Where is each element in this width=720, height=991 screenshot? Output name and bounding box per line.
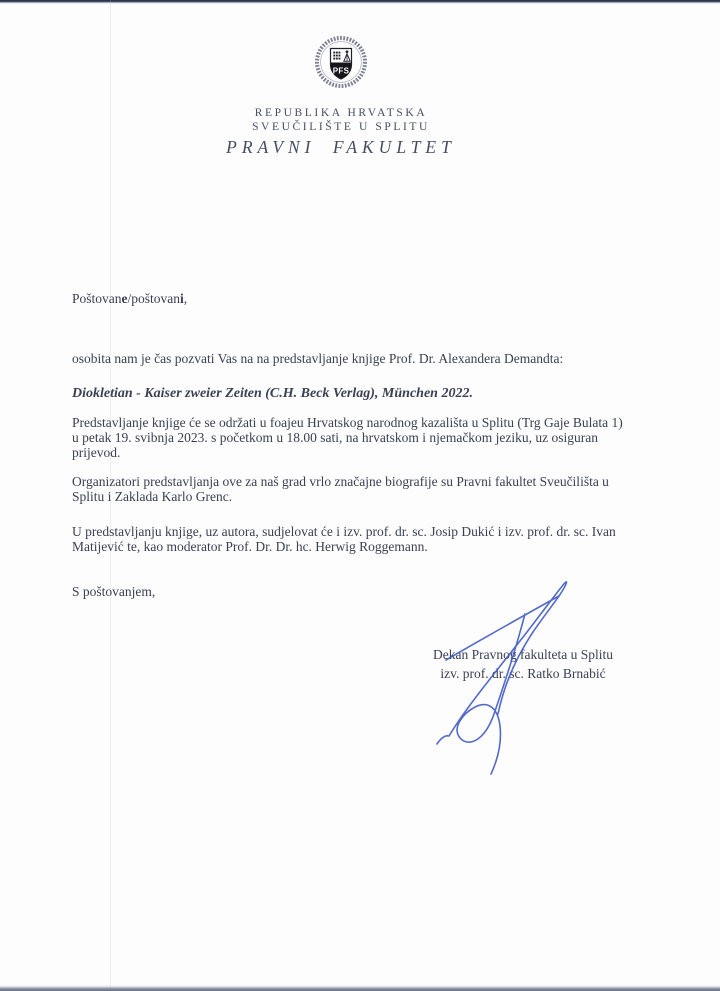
faculty-seal-icon <box>312 33 370 91</box>
salutation-bold-i: i <box>180 290 184 306</box>
seal-building-glyph <box>333 52 340 60</box>
letterhead <box>0 107 682 158</box>
venue-paragraph: Predstavljanje knjige će se održati u foajeu Hrvatskog narodnog kazališta u Splitu (Trg Gaje Bulata 1) u petak 19. svibnja 2023. s početkom u 18.00 sati, na hrvatskom i njemačkom jeziku, uz osiguran prijevod. <box>72 414 630 460</box>
signatory-name: izv. prof. dr. sc. Ratko Brnabić <box>440 665 606 681</box>
closing-salutation: S poštovanjem, <box>72 583 156 599</box>
letterhead-university: SVEUČILIŠTE U SPLITU <box>252 120 430 133</box>
seal-monogram: PFS <box>332 66 350 76</box>
scan-bottom-edge-shadow <box>0 985 720 991</box>
intro-paragraph: osobita nam je čas pozvati Vas na na predstavljanje knjige Prof. Dr. Alexandera Demandta: <box>72 350 564 366</box>
salutation: Poštovane/poštovani, <box>72 290 188 306</box>
scan-top-edge-shadow <box>0 0 720 4</box>
signatory-title: Dekan Pravnog fakulteta u Splitu <box>433 647 613 662</box>
participants-paragraph: U predstavljanju knjige, uz autora, sudjelovat će i izv. prof. dr. sc. Josip Dukić i izv. prof. dr. sc. Ivan Matijević te, kao moderator Prof. Dr. Dr. hc. Herwig Roggemann. <box>72 523 620 554</box>
organizers-paragraph: Organizatori predstavljanja ove za naš grad vrlo značajne biografije su Pravni fakultet Sveučilišta u Splitu i Zaklada Karlo Grenc. <box>72 473 613 504</box>
letterhead-faculty: PRAVNI FAKULTET <box>226 137 456 157</box>
letterhead-country: REPUBLIKA HRVATSKA <box>254 107 428 119</box>
salutation-bold-e: e <box>121 290 128 306</box>
handwritten-signature <box>415 568 615 780</box>
book-title: Diokletian - Kaiser zweier Zeiten (C.H. Beck Verlag), München 2022. <box>72 386 473 401</box>
